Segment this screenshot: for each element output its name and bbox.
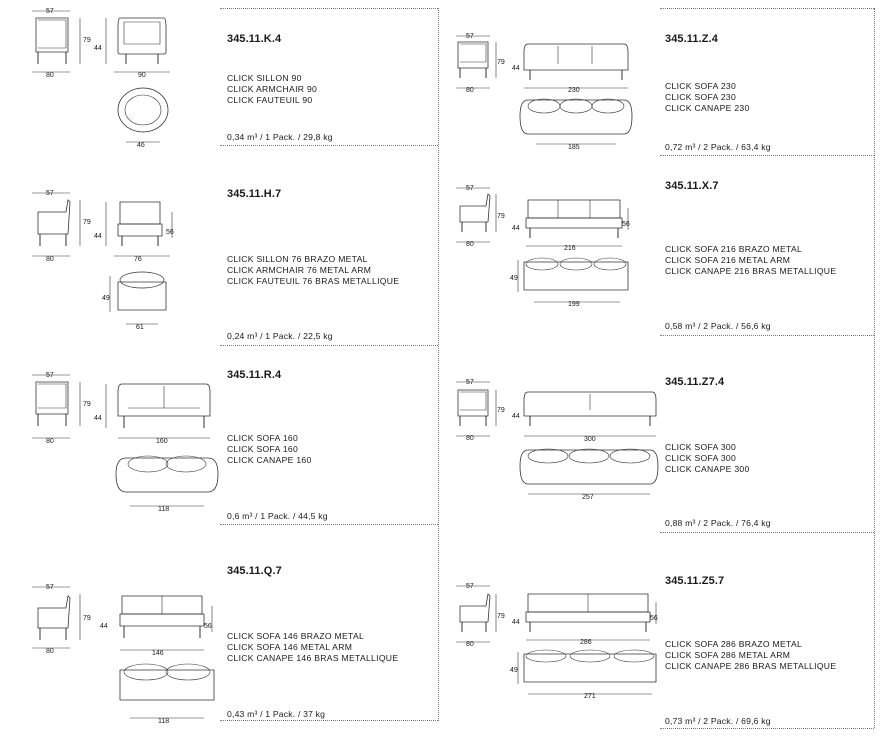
- dim-height: 79: [83, 37, 91, 44]
- front-view-drawing: [508, 386, 668, 444]
- plan-view-drawing: [112, 450, 222, 516]
- section-divider: [660, 155, 874, 156]
- front-view-drawing: [94, 14, 184, 80]
- front-view-drawing: [94, 592, 224, 658]
- dim-seat: 44: [94, 233, 102, 240]
- dim-width-side: 80: [46, 256, 54, 263]
- product-names: [227, 631, 398, 664]
- product-code: 345.11.K.4: [227, 33, 282, 45]
- name-fr: CLICK FAUTEUIL 90: [227, 95, 313, 105]
- dim-height: 79: [497, 407, 505, 414]
- front-view-drawing: [508, 196, 638, 252]
- name-fr: CLICK CANAPE 300: [665, 464, 750, 474]
- dim-width: 90: [138, 72, 146, 79]
- dim-plan-width: 199: [568, 301, 580, 308]
- dim-height: 79: [83, 219, 91, 226]
- dim-seat: 44: [512, 619, 520, 626]
- dim-width: 216: [564, 245, 576, 252]
- pack-info: 0,58 m³ / 2 Pack. / 56,6 kg: [665, 321, 771, 331]
- name-es: CLICK SILLON 76 BRAZO METAL: [227, 254, 368, 264]
- dim-height: 79: [497, 59, 505, 66]
- bottom-border: [220, 720, 438, 721]
- dim-width-side: 80: [466, 641, 474, 648]
- pack-info: 0,73 m³ / 2 Pack. / 69,6 kg: [665, 716, 771, 726]
- dim-height: 79: [497, 613, 505, 620]
- name-es: CLICK SOFA 286 BRAZO METAL: [665, 639, 803, 649]
- name-es: CLICK SOFA 230: [665, 81, 737, 91]
- pack-info: 0,72 m³ / 2 Pack. / 63,4 kg: [665, 142, 771, 152]
- dim-arm: 56: [204, 623, 212, 630]
- dim-width-side: 80: [46, 648, 54, 655]
- dim-width: 300: [584, 436, 596, 443]
- plan-view-drawing: [508, 254, 638, 312]
- dim-seat: 44: [512, 225, 520, 232]
- front-view-drawing: [94, 380, 224, 446]
- dim-seat: 44: [100, 623, 108, 630]
- pack-info: 0,88 m³ / 2 Pack. / 76,4 kg: [665, 518, 771, 528]
- plan-view-drawing: [516, 94, 636, 152]
- side-view-drawing: [28, 190, 98, 262]
- name-en: CLICK ARMCHAIR 76 METAL ARM: [227, 265, 372, 275]
- name-fr: CLICK CANAPE 286 BRAS METALLIQUE: [665, 661, 837, 671]
- name-es: CLICK SOFA 300: [665, 442, 737, 452]
- plan-view-drawing: [110, 86, 180, 152]
- name-en: CLICK ARMCHAIR 90: [227, 84, 318, 94]
- name-en: CLICK SOFA 230: [665, 92, 737, 102]
- dim-plan-width: 118: [158, 718, 170, 725]
- name-es: CLICK SOFA 146 BRAZO METAL: [227, 631, 365, 641]
- name-en: CLICK SOFA 160: [227, 444, 299, 454]
- dim-width: 146: [152, 650, 164, 657]
- product-names: [665, 81, 750, 114]
- product-code: 345.11.Z7.4: [665, 376, 725, 388]
- product-names: [227, 433, 312, 466]
- dim-arm: 56: [650, 615, 658, 622]
- front-view-drawing: [508, 590, 668, 648]
- dim-plan-width: 271: [584, 693, 596, 700]
- dim-plan-width: 118: [158, 506, 170, 513]
- name-fr: CLICK CANAPE 216 BRAS METALLIQUE: [665, 266, 837, 276]
- product-code: 345.11.X.7: [665, 180, 719, 192]
- product-code: 345.11.Z.4: [665, 33, 718, 45]
- dim-depth: 57: [46, 584, 54, 591]
- name-en: CLICK SOFA 216 METAL ARM: [665, 255, 791, 265]
- product-names: [665, 442, 750, 475]
- section-divider: [220, 145, 438, 146]
- dim-width-side: 80: [46, 438, 54, 445]
- dim-width: 230: [568, 87, 580, 94]
- column-divider: [438, 8, 439, 721]
- dim-width-side: 80: [46, 72, 54, 79]
- pack-info: 0,43 m³ / 1 Pack. / 37 kg: [227, 709, 326, 719]
- top-border: [220, 8, 438, 9]
- name-en: CLICK SOFA 286 METAL ARM: [665, 650, 791, 660]
- dim-width: 76: [134, 256, 142, 263]
- dim-height: 79: [497, 213, 505, 220]
- dim-depth: 57: [466, 379, 474, 386]
- plan-view-drawing: [98, 268, 178, 334]
- right-edge: [874, 8, 875, 728]
- dim-height: 79: [83, 401, 91, 408]
- dim-seat: 44: [94, 45, 102, 52]
- side-view-drawing: [28, 8, 98, 80]
- name-fr: CLICK FAUTEUIL 76 BRAS METALLIQUE: [227, 276, 400, 286]
- bottom-border: [660, 728, 874, 729]
- product-code: 345.11.Q.7: [227, 565, 282, 577]
- dim-width: 160: [156, 438, 168, 445]
- side-view-drawing: [28, 584, 98, 656]
- dim-width-side: 80: [466, 241, 474, 248]
- dim-width: 286: [580, 639, 592, 646]
- name-fr: CLICK CANAPE 230: [665, 103, 750, 113]
- section-divider: [660, 335, 874, 336]
- dim-width-side: 80: [466, 435, 474, 442]
- front-view-drawing: [508, 40, 638, 96]
- name-en: CLICK SOFA 300: [665, 453, 737, 463]
- dim-height: 79: [83, 615, 91, 622]
- product-names: [665, 244, 836, 277]
- dim-depth: 57: [466, 185, 474, 192]
- pack-info: 0,24 m³ / 1 Pack. / 22,5 kg: [227, 331, 333, 341]
- dim-arm: 56: [166, 229, 174, 236]
- dim-plan-width: 185: [568, 144, 580, 151]
- section-divider: [660, 532, 874, 533]
- top-border: [660, 8, 874, 9]
- pack-info: 0,34 m³ / 1 Pack. / 29,8 kg: [227, 132, 333, 142]
- plan-view-drawing: [112, 660, 222, 726]
- dim-plan-width: 46: [137, 142, 145, 149]
- dim-depth: 57: [466, 33, 474, 40]
- pack-info: 0,6 m³ / 1 Pack. / 44,5 kg: [227, 511, 328, 521]
- section-divider: [220, 345, 438, 346]
- side-view-drawing: [28, 372, 98, 444]
- dim-depth: 57: [46, 190, 54, 197]
- product-code: 345.11.Z5.7: [665, 575, 725, 587]
- dim-width-side: 80: [466, 87, 474, 94]
- dim-plan-width: 61: [136, 324, 144, 331]
- product-code: 345.11.R.4: [227, 369, 282, 381]
- name-en: CLICK SOFA 146 METAL ARM: [227, 642, 353, 652]
- plan-view-drawing: [508, 646, 668, 704]
- dim-seat: 44: [512, 65, 520, 72]
- section-divider: [220, 524, 438, 525]
- dim-arm: 56: [622, 221, 630, 228]
- product-names: [227, 73, 317, 106]
- product-code: 345.11.H.7: [227, 188, 282, 200]
- dim-depth: 57: [46, 8, 54, 15]
- dim-plan-depth: 49: [102, 295, 110, 302]
- product-names: [227, 254, 399, 287]
- name-es: CLICK SOFA 216 BRAZO METAL: [665, 244, 803, 254]
- product-names: [665, 639, 836, 672]
- name-es: CLICK SOFA 160: [227, 433, 299, 443]
- dim-plan-depth: 49: [510, 667, 518, 674]
- plan-view-drawing: [516, 444, 666, 502]
- dim-seat: 44: [512, 413, 520, 420]
- dim-seat: 44: [94, 415, 102, 422]
- dim-plan-depth: 49: [510, 275, 518, 282]
- name-es: CLICK SILLON 90: [227, 73, 302, 83]
- name-fr: CLICK CANAPE 146 BRAS METALLIQUE: [227, 653, 399, 663]
- name-fr: CLICK CANAPE 160: [227, 455, 312, 465]
- dim-plan-width: 257: [582, 494, 594, 501]
- dim-depth: 57: [466, 583, 474, 590]
- front-view-drawing: [94, 198, 184, 264]
- dim-depth: 57: [46, 372, 54, 379]
